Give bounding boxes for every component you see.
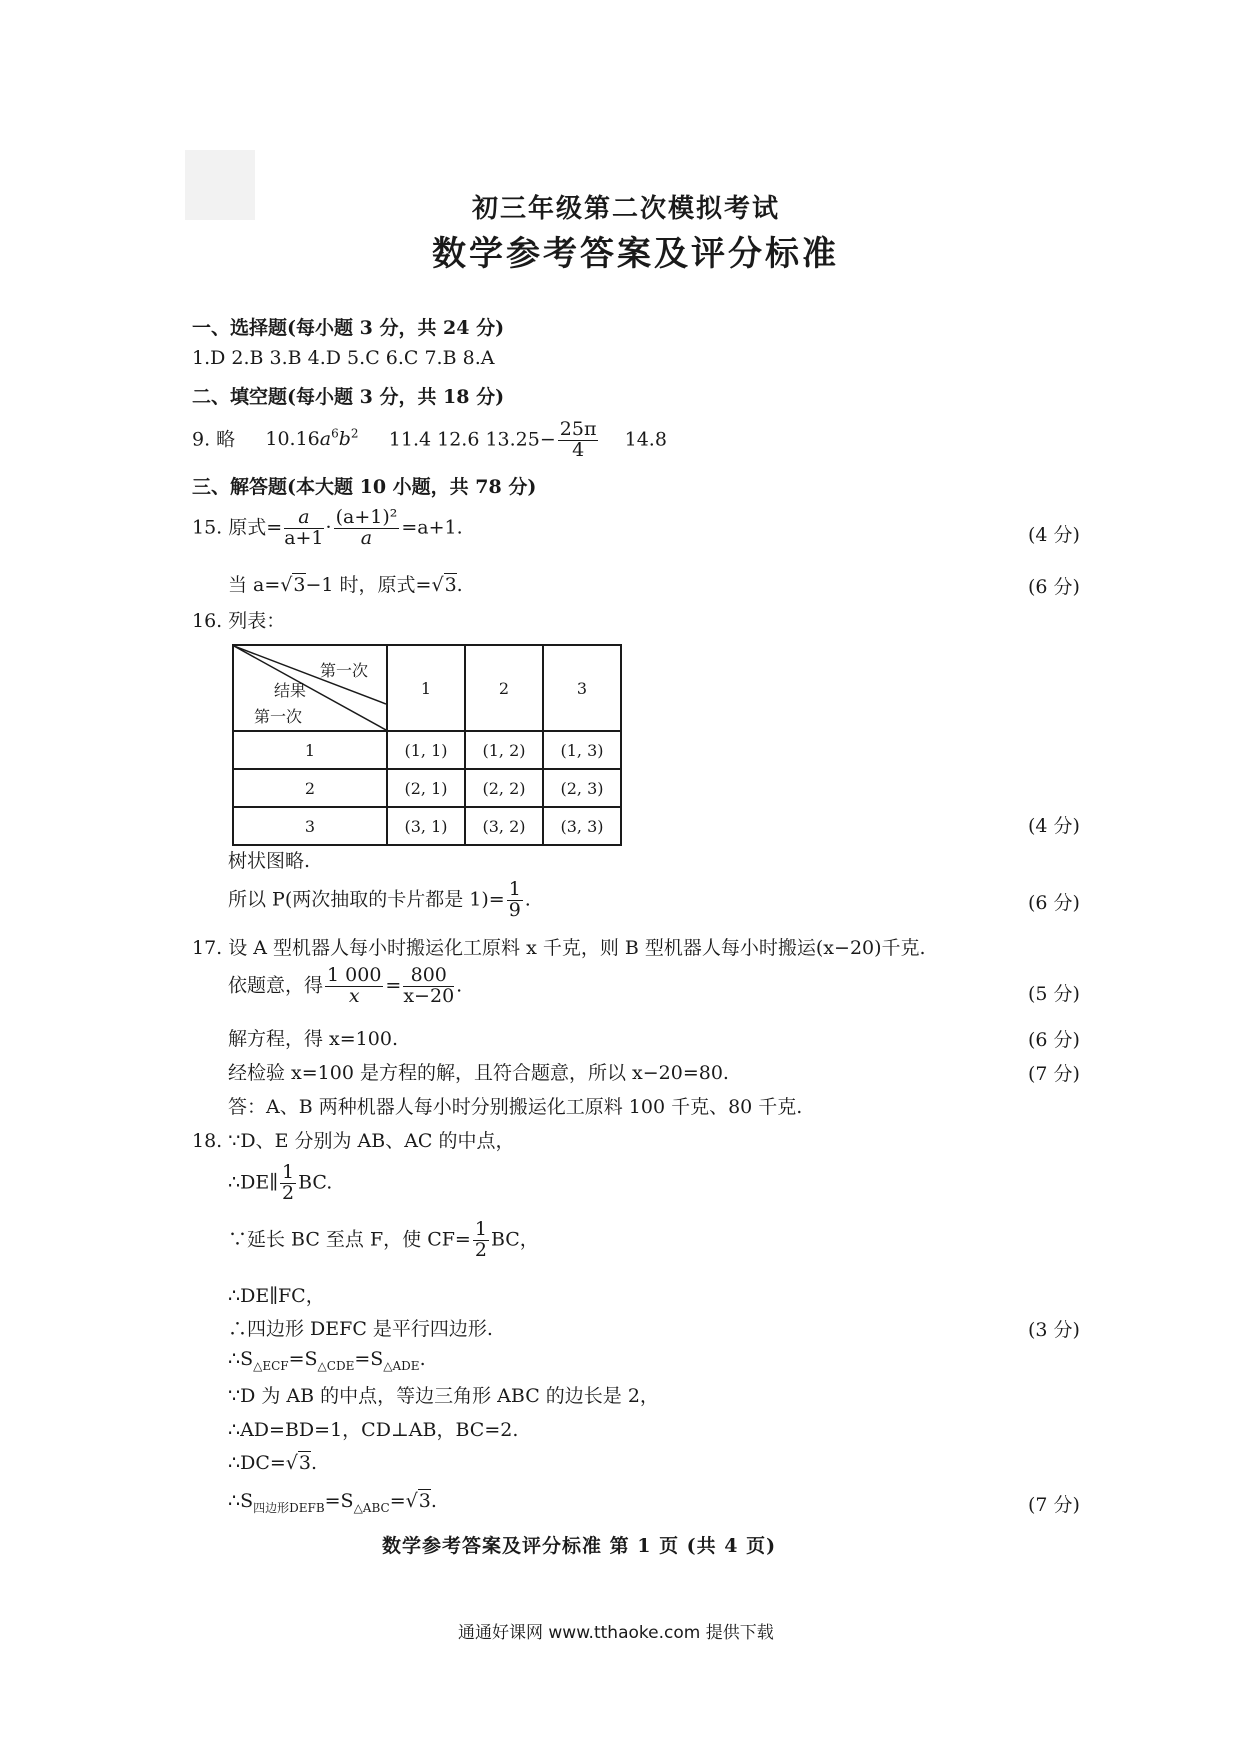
q18-line7: ∵D 为 AB 的中点，等边三角形 ABC 的边长是 2， [228, 1385, 659, 1407]
q17-line2: 依题意，得 $\frac{1 000}{x}$ = $\frac{800}{x-20}$ . [228, 964, 463, 1007]
q18-line1: 18. ∵D、E 分别为 AB、AC 的中点， [192, 1130, 515, 1152]
page-footer: 数学参考答案及评分标准 第 1 页 (共 4 页) [382, 1535, 777, 1557]
q17-line4: 经检验 x=100 是方程的解，且符合题意，所以 x−20=80. [228, 1062, 729, 1084]
diag-label-top: 第一次 [320, 661, 369, 680]
table-cell: (2, 1) [387, 769, 465, 807]
page-title: 初三年级第二次模拟考试 [472, 194, 781, 224]
q17-line1: 17. 设 A 型机器人每小时搬运化工原料 x 千克，则 B 型机器人每小时搬运(x−20)千克. [192, 937, 926, 959]
q16-points-2: (6 分) [1028, 892, 1080, 914]
table-col-header: 2 [465, 645, 543, 731]
table-cell: (1, 1) [387, 731, 465, 769]
q15-line1: 15. 原式= $\frac{a}{a+1}$ · $\frac{\text{(a+1)²}}{a}$ =a+1. [192, 506, 463, 549]
q17-points-2: (5 分) [1028, 983, 1080, 1005]
q18-line8: ∴AD=BD=1，CD⊥AB，BC=2. [228, 1419, 519, 1441]
q14-answer: 14.8 [624, 428, 667, 451]
table-corner-cell [233, 645, 387, 731]
q17-points-4: (7 分) [1028, 1063, 1080, 1085]
q16-probability: 所以 P(两次抽取的卡片都是 1)= $\frac{1}{9}$ . [228, 878, 531, 921]
q16-lead: 16. 列表： [192, 610, 286, 632]
outcome-table [232, 644, 622, 846]
q18-line3: ∵延长 BC 至点 F，使 CF= $\frac{1}{2}$ BC， [228, 1218, 539, 1261]
section-1-heading: 一、选择题(每小题 3 分，共 24 分) [192, 317, 505, 339]
table-cell: (3, 3) [543, 807, 621, 845]
section-3-heading: 三、解答题(本大题 10 小题，共 78 分) [192, 476, 537, 498]
table-row-header: 2 [233, 769, 387, 807]
section-1-answers: 1.D 2.B 3.B 4.D 5.C 6.C 7.B 8.A [192, 347, 495, 369]
diag-label-mid: 结果 [274, 681, 307, 700]
q17-line5: 答：A、B 两种机器人每小时分别搬运化工原料 100 千克、80 千克. [228, 1096, 803, 1118]
q11-13-answers: 11.4 12.6 13.25− [388, 428, 556, 451]
table-row-header: 1 [233, 731, 387, 769]
q18-line5: ∴四边形 DEFC 是平行四边形. [228, 1318, 493, 1340]
table-row-header: 3 [233, 807, 387, 845]
download-credit: 通通好课网 www.tthaoke.com 提供下载 [458, 1623, 774, 1643]
table-row [233, 731, 621, 769]
q18-points-5: (3 分) [1028, 1319, 1080, 1341]
table-cell: (2, 2) [465, 769, 543, 807]
q18-points-10: (7 分) [1028, 1494, 1080, 1516]
q15-points-1: (4 分) [1028, 524, 1080, 546]
table-row [233, 807, 621, 845]
q18-line4: ∴DE∥FC， [228, 1285, 325, 1307]
q16-points-1: (4 分) [1028, 815, 1080, 837]
q17-points-3: (6 分) [1028, 1029, 1080, 1051]
page-subtitle: 数学参考答案及评分标准 [432, 234, 839, 274]
table-cell: (3, 2) [465, 807, 543, 845]
q9-answer: 9. 略 [192, 428, 236, 451]
q16-tree-note: 树状图略. [228, 850, 311, 872]
table-col-header: 3 [543, 645, 621, 731]
diag-label-bottom: 第一次 [254, 707, 303, 726]
q15-points-2: (6 分) [1028, 576, 1080, 598]
section-2-heading: 二、填空题(每小题 3 分，共 18 分) [192, 386, 505, 408]
table-cell: (2, 3) [543, 769, 621, 807]
q18-line10: $\therefore S_{四边形DEFB}=S_{\triangle ABC}=√3$. [228, 1490, 437, 1515]
table-row [233, 769, 621, 807]
q18-line9: ∴DC=√3. [228, 1452, 318, 1474]
section-2-answers [192, 420, 667, 461]
q15-line2: 当 a=√3−1 时，原式=√3. [228, 574, 463, 596]
table-col-header: 1 [387, 645, 465, 731]
q17-line3: 解方程，得 x=100. [228, 1028, 398, 1050]
q13-fraction: $\frac{25\pi}{4}$ [559, 418, 597, 461]
table-cell: (1, 2) [465, 731, 543, 769]
q10-answer: $10.16a^6b^2$ [265, 427, 359, 451]
scan-blot [185, 150, 255, 220]
table-cell: (1, 3) [543, 731, 621, 769]
q18-line2: ∴DE∥ $\frac{1}{2}$ BC. [228, 1161, 333, 1204]
q18-line6: $\therefore S_{\triangle ECF}=S_{\triangle CDE}=S_{\triangle ADE}$. [228, 1348, 426, 1373]
table-cell: (3, 1) [387, 807, 465, 845]
